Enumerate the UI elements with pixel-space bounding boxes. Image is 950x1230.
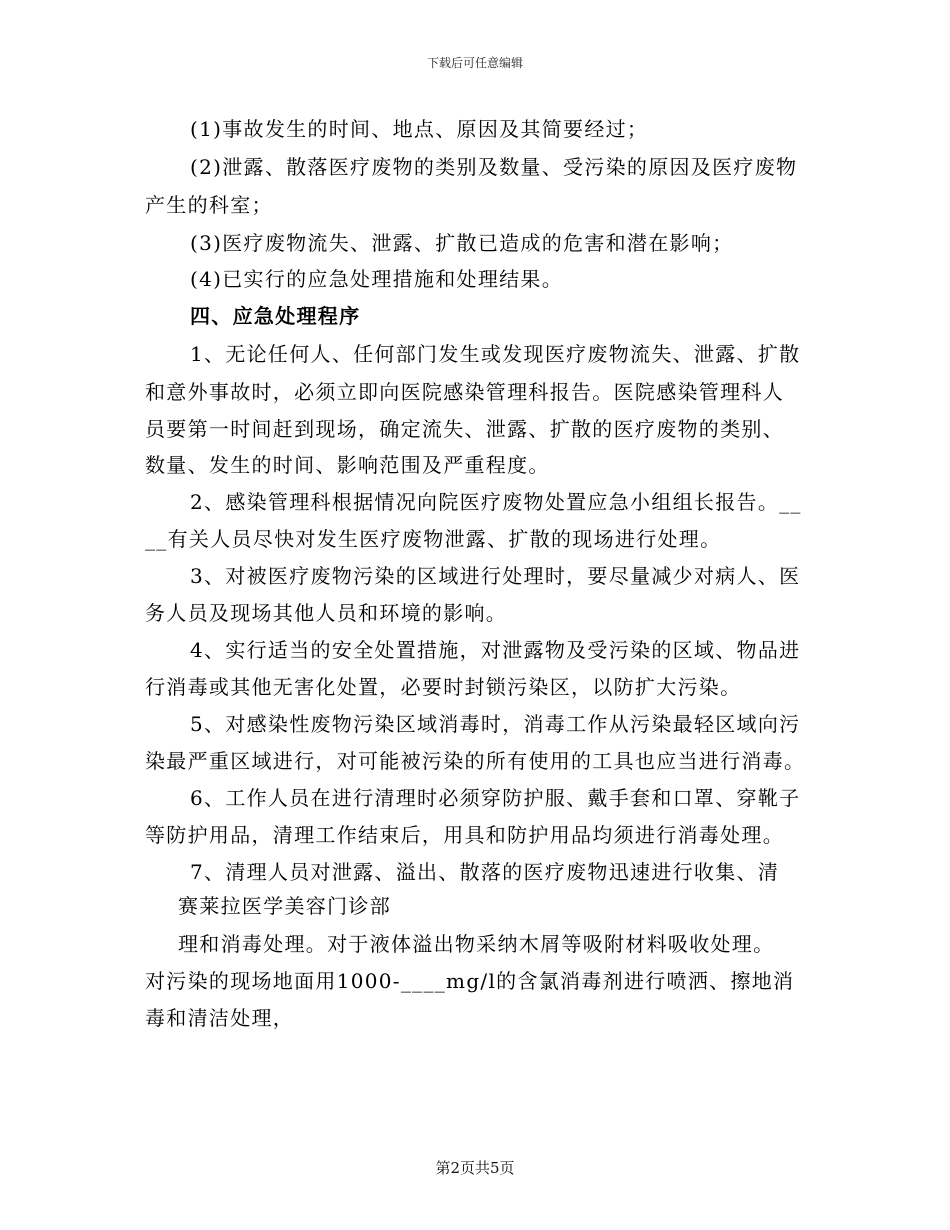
- text-line: 员要第一时间赶到现场，确定流失、泄露、扩散的医疗废物的类别、: [145, 417, 784, 441]
- text-line: 毒和清洁处理，: [145, 1006, 295, 1030]
- page-header: 下载后可任意编辑: [426, 56, 523, 70]
- text-line: 5、对感染性废物污染区域消毒时，消毒工作从污染最轻区域向污: [190, 712, 801, 736]
- text-line: (2)泄露、散落医疗废物的类别及数量、受污染的原因及医疗废物: [190, 155, 798, 179]
- text-line: (3)医疗废物流失、泄露、扩散已造成的危害和潜在影响；: [190, 231, 734, 255]
- text-line: 4、实行适当的安全处置措施，对泄露物及受污染的区域、物品进: [190, 638, 801, 662]
- text-line: 染最严重区域进行，对可能被污染的所有使用的工具也应当进行消毒。: [145, 749, 806, 773]
- text-line: __有关人员尽快对发生医疗废物泄露、扩散的现场进行处理。: [145, 527, 722, 551]
- text-line: 6、工作人员在进行清理时必须穿防护服、戴手套和口罩、穿靴子: [190, 786, 801, 810]
- text-line: 和意外事故时，必须立即向医院感染管理科报告。医院感染管理科人: [145, 380, 784, 404]
- text-line: 7、清理人员对泄露、溢出、散落的医疗废物迅速进行收集、清: [190, 860, 780, 884]
- text-line: 理和消毒处理。对于液体溢出物采纳木屑等吸附材料吸收处理。: [178, 932, 775, 956]
- text-line: 对污染的现场地面用1000-____mg/l的含氯消毒剂进行喷洒、擦地消: [145, 969, 795, 993]
- text-line: 行消毒或其他无害化处置，必要时封锁污染区，以防扩大污染。: [145, 675, 742, 699]
- text-line: 2、感染管理科根据情况向院医疗废物处置应急小组组长报告。__: [190, 490, 802, 514]
- text-line: 3、对被医疗废物污染的区域进行处理时，要尽量减少对病人、医: [190, 564, 801, 588]
- section-heading: 四、应急处理程序: [190, 304, 361, 328]
- text-line: 等防护用品，清理工作结束后，用具和防护用品均须进行消毒处理。: [145, 823, 784, 847]
- text-line: 数量、发生的时间、影响范围及严重程度。: [145, 453, 550, 477]
- clinic-name-line: 赛莱拉医学美容门诊部: [178, 894, 391, 918]
- text-line: (4)已实行的应急处理措施和处理结果。: [190, 267, 564, 291]
- text-line: 1、无论任何人、任何部门发生或发现医疗废物流失、泄露、扩散: [190, 342, 801, 366]
- page-number: 第2页共5页: [435, 1159, 515, 1177]
- text-line: 务人员及现场其他人员和环境的影响。: [145, 601, 508, 625]
- text-line: 产生的科室；: [145, 193, 273, 217]
- text-line: (1)事故发生的时间、地点、原因及其简要经过；: [190, 117, 649, 141]
